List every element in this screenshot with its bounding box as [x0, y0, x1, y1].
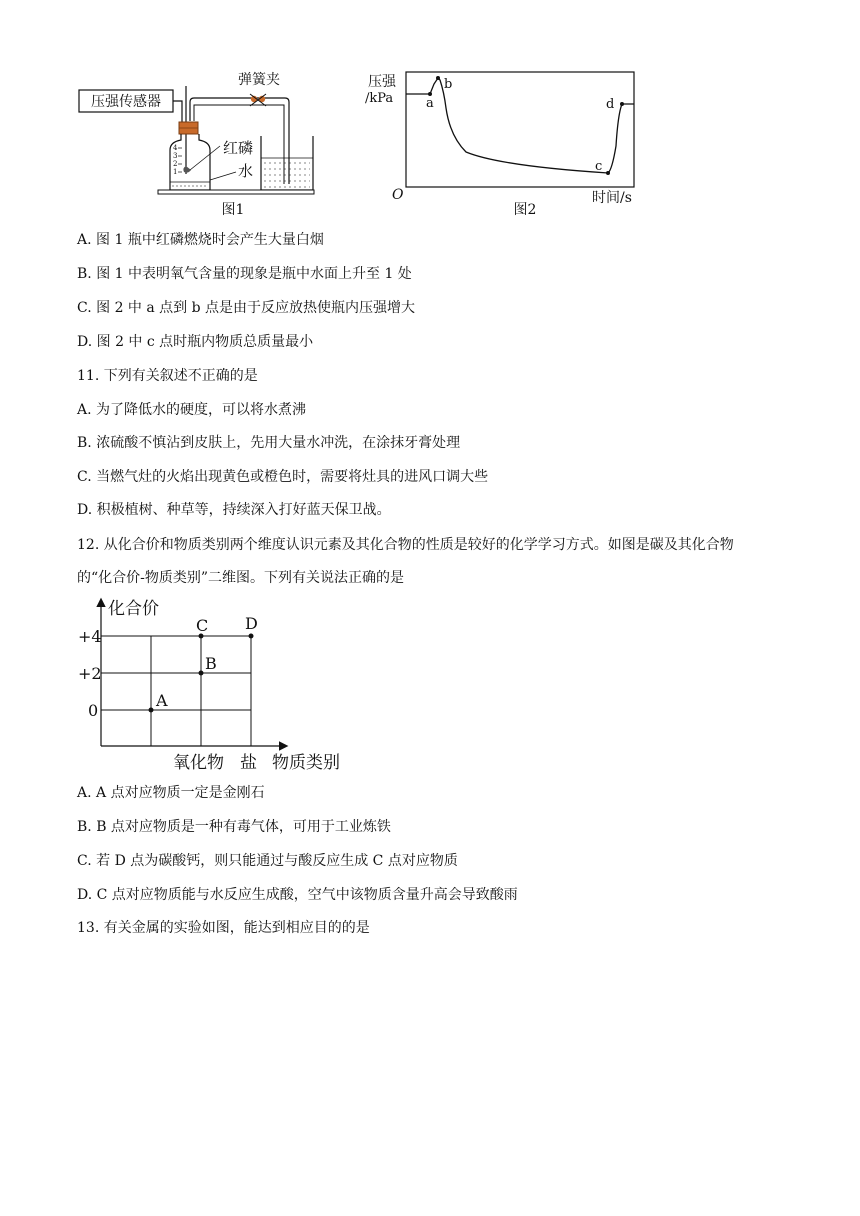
water-label: 水 — [238, 162, 254, 180]
q11-option-a: A. 为了降低水的硬度，可以将水煮沸 — [77, 402, 307, 418]
y-axis-unit: /kPa — [365, 91, 394, 106]
q12-stem-line-2: 的“化合价-物质类别”二维图。下列有关说法正确的是 — [77, 570, 405, 586]
q12-option-d: D. C 点对应物质能与水反应生成酸，空气中该物质含量升高会导致酸雨 — [77, 887, 518, 903]
point-B — [199, 671, 204, 676]
figure-1-apparatus — [78, 66, 323, 221]
origin-label: O — [392, 187, 404, 203]
spring-clamp-icon — [250, 94, 266, 106]
q10-option-b: B. 图 1 中表明氧气含量的现象是瓶中水面上升至 1 处 — [77, 266, 412, 282]
point-C-label: C — [196, 616, 209, 635]
figure-1-caption: 图1 — [221, 202, 245, 218]
point-d-label: d — [606, 97, 615, 112]
point-c-label: c — [595, 159, 603, 174]
point-D-label: D — [245, 614, 258, 633]
y-axis-label: 压强 — [368, 74, 396, 90]
svg-text:3: 3 — [173, 152, 178, 160]
figure-2-caption: 图2 — [513, 202, 537, 218]
q11-stem: 11. 下列有关叙述不正确的是 — [77, 368, 258, 384]
clamp-label: 弹簧夹 — [238, 72, 280, 88]
point-a-label: a — [426, 96, 434, 111]
q11-option-c: C. 当燃气灶的火焰出现黄色或橙色时，需要将灶具的进风口调大些 — [77, 469, 489, 485]
point-A-label: A — [156, 691, 168, 710]
point-b — [436, 76, 440, 80]
q11-option-d: D. 积极植树、种草等，持续深入打好蓝天保卫战。 — [77, 502, 391, 518]
x-axis-label: 时间/s — [592, 190, 632, 206]
q13-stem: 13. 有关金属的实验如图，能达到相应目的的是 — [77, 920, 370, 936]
q10-option-c: C. 图 2 中 a 点到 b 点是由于反应放热使瓶内压强增大 — [77, 300, 416, 316]
y-tick-plus4: +4 — [78, 627, 102, 646]
bottle-scale-marks — [173, 144, 182, 176]
figure-2-pressure-graph — [360, 66, 650, 221]
y-tick-zero: 0 — [88, 701, 99, 720]
red-phosphorus-label: 红磷 — [223, 139, 254, 157]
q12-option-b: B. B 点对应物质是一种有毒气体，可用于工业炼铁 — [77, 819, 391, 835]
q12-valence-category-chart — [76, 594, 356, 774]
q10-option-a: A. 图 1 瓶中红磷燃烧时会产生大量白烟 — [77, 232, 324, 248]
y-axis-title: 化合价 — [108, 599, 159, 619]
q11-option-b: B. 浓硫酸不慎沾到皮肤上，先用大量水冲洗，在涂抹牙膏处理 — [77, 435, 461, 451]
svg-text:4: 4 — [173, 144, 178, 152]
x-category-oxide: 氧化物 — [173, 753, 224, 773]
point-b-label: b — [444, 77, 453, 92]
y-tick-plus2: +2 — [78, 664, 102, 683]
svg-text:1: 1 — [173, 168, 178, 176]
pressure-sensor-label: 压强传感器 — [91, 94, 161, 110]
svg-text:2: 2 — [173, 160, 178, 168]
point-D — [249, 634, 254, 639]
point-A — [149, 708, 154, 713]
q12-option-c: C. 若 D 点为碳酸钙，则只能通过与酸反应生成 C 点对应物质 — [77, 853, 458, 869]
x-category-salt: 盐 — [240, 753, 257, 773]
q10-option-d: D. 图 2 中 c 点时瓶内物质总质量最小 — [77, 334, 314, 350]
q12-option-a: A. A 点对应物质一定是金刚石 — [77, 785, 265, 801]
q12-stem-line-1: 12. 从化合价和物质类别两个维度认识元素及其化合物的性质是较好的化学学习方式。如图是碳及其化合物 — [77, 537, 734, 553]
point-d — [620, 102, 624, 106]
point-c — [606, 171, 610, 175]
point-B-label: B — [205, 654, 217, 673]
x-axis-title: 物质类别 — [272, 753, 340, 773]
